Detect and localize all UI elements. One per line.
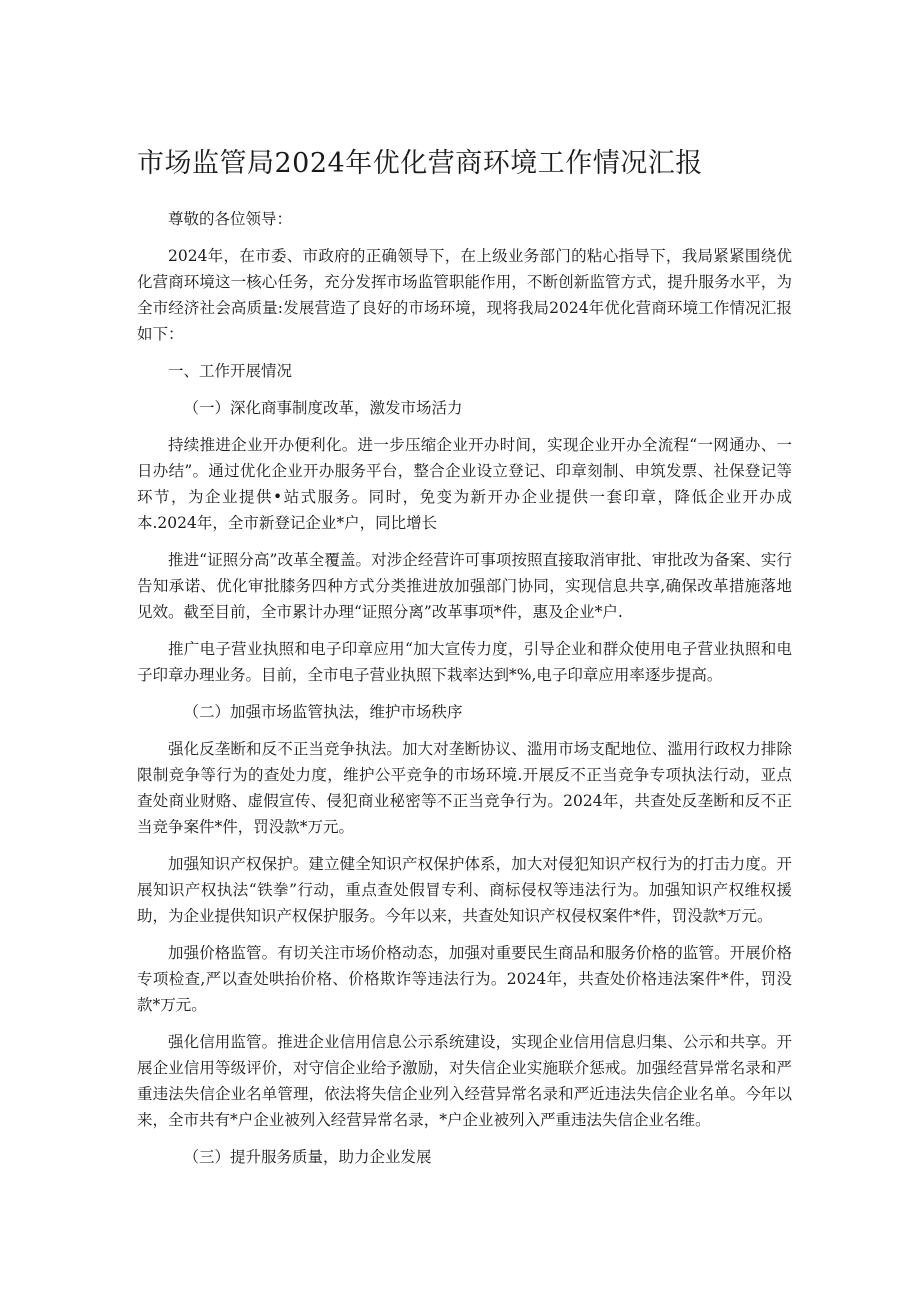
document-body [137, 206, 792, 1170]
document-title: 市场监管局2024年优化营商环境工作情况汇报 [137, 148, 703, 179]
paragraph: 推广电子营业执照和电子印章应用“加大宣传力度，引导企业和群众使用电子营业执照和电子印章办理业务。目前，全市电子营业执照下栽率达到*%,电子印章应用率逐步提高。 [137, 640, 792, 684]
paragraph: 加强价格监管。有切关注市场价格动态，加强对重要民生商品和服务价格的监管。开展价格专项检查,严以查处哄抬价格、价格欺诈等违法行为。2024年，共查处价格违法案件*件，罚没款*万元。 [137, 944, 792, 1014]
salutation: 尊敬的各位领导： [168, 210, 293, 228]
subsection-heading-2: （二）加强市场监管执法，维护市场秩序 [183, 703, 463, 721]
paragraph: 推进“证照分高”改革全覆盖。对涉企经营许可事项按照直接取消审批、审批改为备案、实行告知承诺、优化审批膝务四种方式分类推进放加强部门协同，实现信息共享,确保改革措施落地见效。截至目前，全市累计办理“证照分离”改革事项*件，惠及企业*户. [137, 551, 792, 621]
paragraph: 持续推进企业开办便利化。进一步压缩企业开办时间，实现企业开办全流程“一网通办、一日办结”。通过优化企业开办服务平台，整合企业设立登记、印章刻制、申筑发票、社保登记等环节，为企业提供•站式服务。同时，免变为新开办企业提供一套印章，降低企业开办成本.2024年，全市新登记企业*户，同比增长 [137, 436, 792, 532]
subsection-heading-1: （一）深化商事制度改革，激发市场活力 [183, 399, 463, 417]
intro-paragraph: 2024年，在市委、市政府的正确领导下，在上级业务部门的粘心指导下，我局紧紧围绕优化营商环境这一核心任务，充分发挥市场监管职能作用，不断创新监管方式，提升服务水平，为全市经济社会高质量:发展营造了良好的市场环境，现将我局2024年优化营商环境工作情况汇报如下： [137, 247, 792, 343]
paragraph: 加强知识产权保护。建立健全知识产权保护体系，加大对侵犯知识产权行为的打击力度。开展知识产权执法“铁拳”行动，重点查处假冒专利、商标侵权等违法行为。加强知识产权维权援助，为企业提供知识产权保护服务。今年以来，共查处知识产权侵权案件*件，罚没款*万元。 [137, 855, 792, 925]
paragraph: 强化信用监管。推进企业信用信息公示系统建设，实现企业信用信息归集、公示和共享。开展企业信用等级评价，对守信企业给予激励，对失信企业实施联介惩戒。加强经营异常名录和严重违法失信企业名单管理，依法将失信企业列入经营异常名录和严近违法失信企业名单。今年以来，全市共有*户企业被列入经营异常名录，*户企业被列入严重违法失信企业名维。 [137, 1033, 792, 1129]
subsection-heading-3: （三）提升服务质量，助力企业发展 [183, 1148, 432, 1166]
paragraph: 强化反垄断和反不正当竞争执法。加大对垄断协议、滥用市场支配地位、滥用行政权力排除限制竞争等行为的查处力度，维护公平竞争的市场环境.开展反不正当竞争专项执法行动，亚点查处商业财赂、虚假宣传、侵犯商业秘密等不正当竞争行为。2024年，共查处反垄断和反不正当竞争案件*件，罚没款*万元。 [137, 740, 792, 836]
section-heading-work-overview: 一、工作开展情况 [168, 362, 293, 380]
